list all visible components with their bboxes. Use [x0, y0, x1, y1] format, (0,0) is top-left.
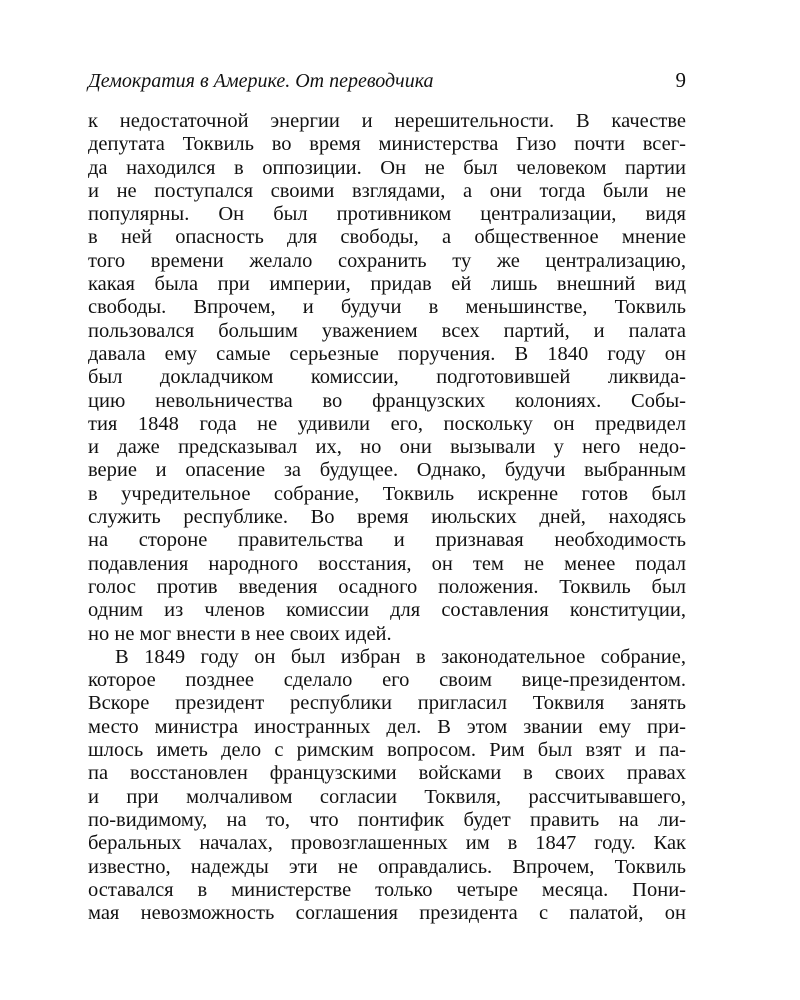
page-number: 9 [675, 68, 686, 92]
text-line: того времени желало сохранить ту же централизацию, [88, 249, 686, 272]
text-line: известно, надежды эти не оправдались. Впрочем, Токвиль [88, 855, 686, 878]
text-line: одним из членов комиссии для составления конституции, [88, 599, 686, 622]
text-line: к недостаточной энергии и нерешительности. В качестве [88, 110, 686, 132]
text-line: Вскоре президент республики пригласил Токвиля занять [88, 692, 686, 715]
text-line: па восстановлен французскими войсками в своих правах [88, 762, 686, 785]
text-line: и не поступался своими взглядами, а они тогда были не [88, 179, 686, 202]
text-line: тия 1848 года не удивили его, поскольку он предвидел [88, 412, 686, 435]
text-line: по-видимому, на то, что понтифик будет править на ли- [88, 808, 686, 831]
text-line: на стороне правительства и признавая необходимость [88, 529, 686, 552]
book-page [88, 68, 686, 925]
text-line: пользовался большим уважением всех партий, и палата [88, 319, 686, 342]
text-line: популярны. Он был противником централизации, видя [88, 203, 686, 226]
text-line: мая невозможность соглашения президента с палатой, он [88, 902, 686, 925]
text-line: цию невольничества во французских колониях. Собы- [88, 389, 686, 412]
text-line: депутата Токвиль во время министерства Гизо почти всег- [88, 133, 686, 156]
text-line: верие и опасение за будущее. Однако, будучи выбранным [88, 459, 686, 482]
text-line: и даже предсказывал их, но они вызывали у него недо- [88, 436, 686, 459]
text-line: голос против введения осадного положения. Токвиль был [88, 575, 686, 598]
text-line: место министра иностранных дел. В этом звании ему при- [88, 715, 686, 738]
body-text [88, 110, 686, 925]
text-line: беральных началах, провозглашенных им в 1847 году. Как [88, 832, 686, 855]
text-line: какая была при империи, придав ей лишь внешний вид [88, 273, 686, 296]
text-line: служить республике. Во время июльских дней, находясь [88, 506, 686, 529]
text-line: шлось иметь дело с римским вопросом. Рим был взят и па- [88, 739, 686, 762]
running-title: Демократия в Америке. От переводчика [88, 70, 434, 92]
paragraph-start-line: В 1849 году он был избран в законодательное собрание, [115, 645, 686, 668]
text-line: в учредительное собрание, Токвиль искренне готов был [88, 482, 686, 505]
text-line: был докладчиком комиссии, подготовившей ликвида- [88, 366, 686, 389]
text-line: в ней опасность для свободы, а общественное мнение [88, 226, 686, 249]
paragraph-end-line: но не мог внести в нее своих идей. [88, 622, 392, 645]
text-line: подавления народного восстания, он тем не менее подал [88, 552, 686, 575]
running-head [88, 68, 686, 100]
text-line: да находился в оппозиции. Он не был человеком партии [88, 156, 686, 179]
text-line: свободы. Впрочем, и будучи в меньшинстве, Токвиль [88, 296, 686, 319]
text-line: которое позднее сделало его своим вице-президентом. [88, 669, 686, 692]
text-line: и при молчаливом согласии Токвиля, рассчитывавшего, [88, 785, 686, 808]
text-line: оставался в министерстве только четыре месяца. Пони- [88, 878, 686, 901]
text-line: давала ему самые серьезные поручения. В 1840 году он [88, 342, 686, 365]
